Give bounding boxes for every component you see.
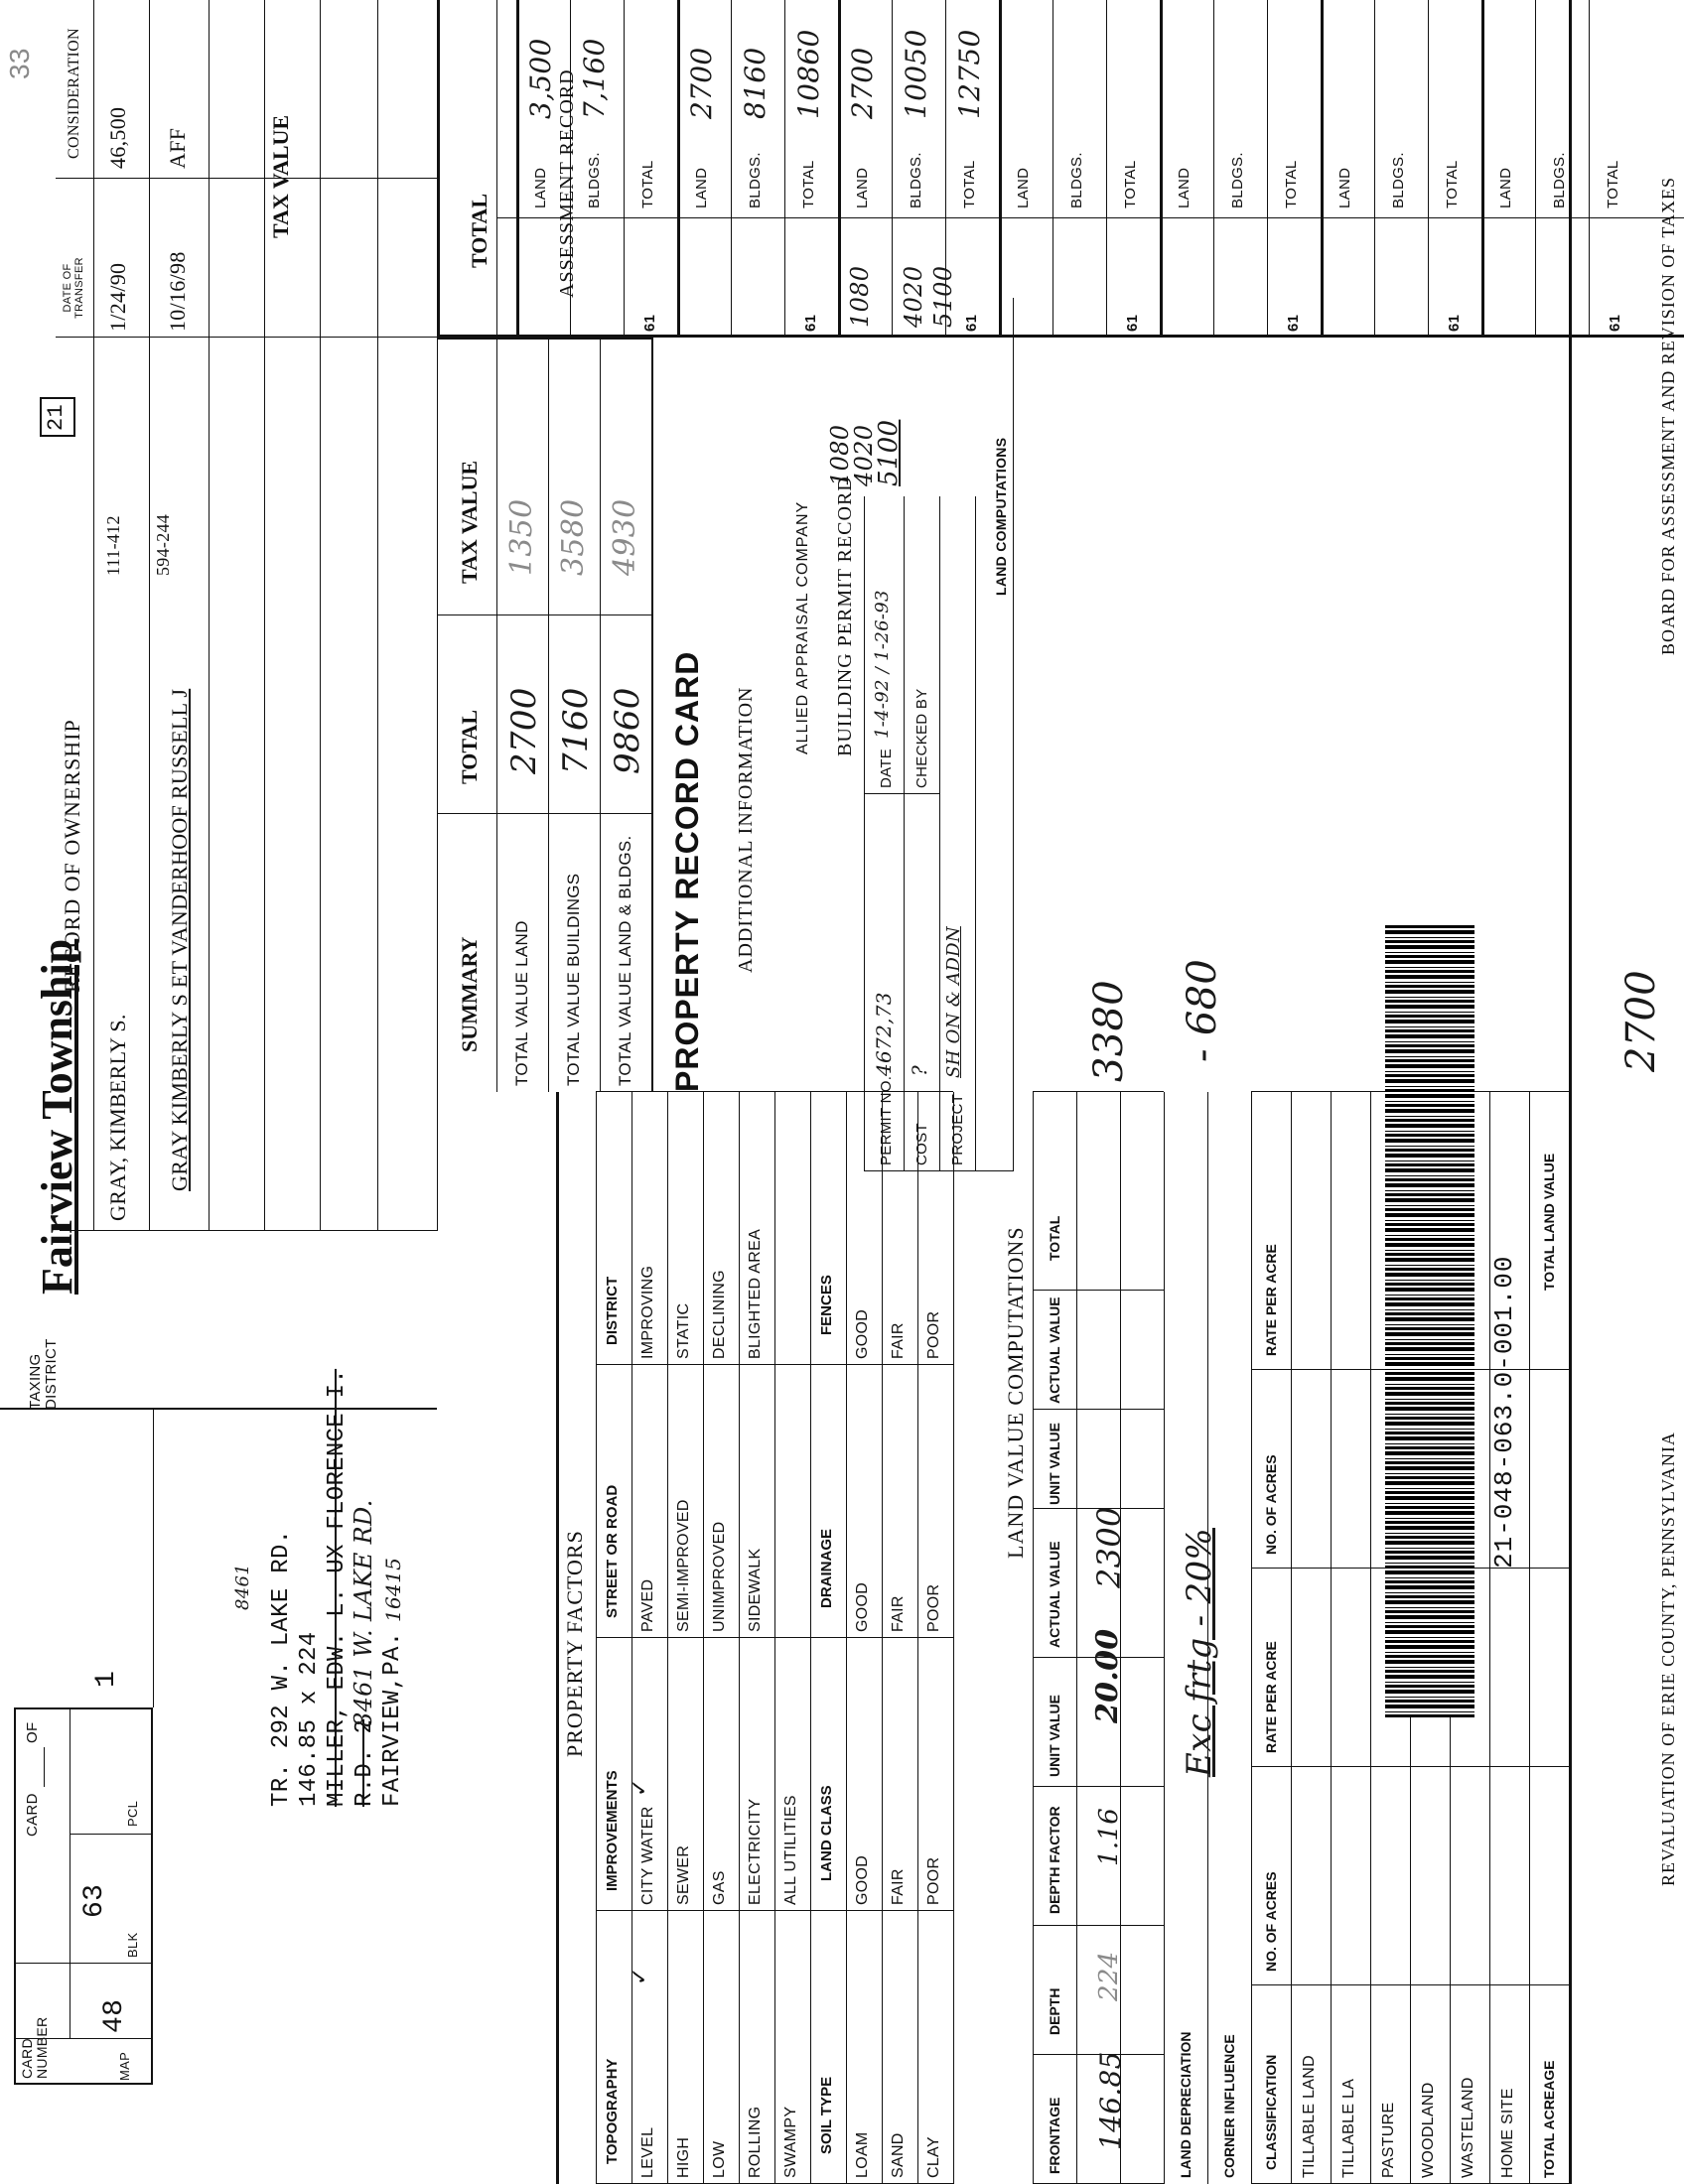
assessment-row-label: TOTAL <box>800 160 817 208</box>
footer-left: REVALUATION OF ERIE COUNTY, PENNSYLVANIA <box>1658 1432 1678 1886</box>
factor-header-1: IMPROVEMENTS <box>604 1770 621 1891</box>
factor-subcell: FAIR <box>890 1595 907 1632</box>
assessment-tax-bldgs: 10050 <box>900 29 932 119</box>
consideration-label: CONSIDERATION <box>66 28 82 159</box>
assessment-row-label: TOTAL <box>1122 160 1139 208</box>
assessment-row-label: TOTAL <box>639 160 656 208</box>
factor-subcell: FAIR <box>890 1322 907 1359</box>
assessment-year-prefix: 61 <box>1124 314 1141 332</box>
factor-subcell: GOOD <box>854 1854 871 1905</box>
factor-cell: LOW <box>711 2140 728 2178</box>
address-line-4-hand: 8461 W. LAKE RD. <box>350 1499 377 1727</box>
summary-row-land-tax: 1350 <box>504 498 539 576</box>
owner-1-name: GRAY, KIMBERLY S. <box>105 1014 130 1221</box>
assessment-tax-bldgs: 8160 <box>739 47 772 119</box>
landvalue-header-6: ACTUAL VALUE <box>1047 1297 1062 1404</box>
permit-no-label: PERMIT NO. <box>878 1075 895 1165</box>
landvalue-header-3: UNIT VALUE <box>1047 1695 1062 1777</box>
parcel-barcode <box>1385 923 1474 1717</box>
summary-row-total-tax: 4930 <box>608 498 642 576</box>
assessment-tax-land: 2700 <box>685 47 718 119</box>
owner-2-book: 594-244 <box>153 513 173 576</box>
class-header-3: NO. OF ACRES <box>1263 1454 1279 1555</box>
factor-header-0: TOPOGRAPHY <box>604 2058 621 2164</box>
house-number-hand: 8461 <box>232 1563 253 1610</box>
land-note: Exc frtg - 20% <box>1180 1528 1219 1777</box>
cost-value: ? <box>908 1064 931 1076</box>
summary-tax-label: TAX VALUE <box>457 460 482 584</box>
land-value-title: LAND VALUE COMPUTATIONS <box>1003 1226 1028 1559</box>
property-record-card-title: PROPERTY RECORD CARD <box>669 650 705 1092</box>
date-of-transfer-label: DATE OF TRANSFER <box>62 257 85 319</box>
project-value: SH ON & ADDN <box>943 926 964 1078</box>
land-adjustment: - 680 <box>1180 958 1225 1062</box>
assessment-row-label: LAND <box>1336 167 1353 208</box>
total-land-value-label: TOTAL LAND VALUE <box>1541 1153 1557 1291</box>
township-name: Fairview Township <box>33 938 81 1295</box>
cost-label: COST <box>913 1123 930 1165</box>
permit-date-value: 1-4-92 / 1-26-93 <box>872 590 893 739</box>
address-line-5: FAIRVIEW,PA. <box>379 1631 406 1807</box>
assessment-tax-total: 10860 <box>792 29 825 119</box>
class-row-label: TILLABLE LAND <box>1301 2055 1318 2178</box>
summary-row-bldgs-tax: 3580 <box>556 498 591 576</box>
map-label: MAP <box>117 2051 132 2081</box>
total-land-value: 2700 <box>1618 970 1664 1072</box>
factor-cell: PAVED <box>639 1578 656 1632</box>
address-line-3: MILLER, EDW. L. UX FLORENCE I. <box>324 1368 351 1807</box>
class-header-2: RATE PER ACRE <box>1263 1641 1279 1753</box>
assessment-year-prefix: 61 <box>1285 314 1302 332</box>
assessment-tax-total: 12750 <box>953 29 986 119</box>
blk-value: 63 <box>79 1883 110 1918</box>
assessment-row-label: LAND <box>1497 167 1514 208</box>
assessment-total: 5100 <box>929 265 957 328</box>
assessment-row-label: LAND <box>1015 167 1032 208</box>
card-label: CARD <box>24 1793 41 1837</box>
factor-subheader-0: SOIL TYPE <box>818 2076 835 2154</box>
assessment-row-label: LAND <box>1176 167 1193 208</box>
pcl-value: 1 <box>91 1670 122 1688</box>
corner-influence-label: CORNER INFLUENCE <box>1221 2034 1237 2178</box>
additional-entry-2: 4020 <box>850 424 878 486</box>
owner-1-date: 1/24/90 <box>105 262 130 332</box>
address-zip-hand: 16415 <box>381 1557 405 1622</box>
factor-cell: SEWER <box>675 1844 692 1905</box>
landvalue-header-2: DEPTH FACTOR <box>1047 1806 1062 1914</box>
assessment-year-prefix: 61 <box>963 314 980 332</box>
factor-subheader-3: FENCES <box>818 1275 835 1335</box>
class-header-4: RATE PER ACRE <box>1263 1244 1279 1356</box>
appraisal-company: ALLIED APPRAISAL COMPANY <box>794 500 811 754</box>
footer-right: BOARD FOR ASSESSMENT AND REVISION OF TAXES <box>1658 177 1678 655</box>
factor-cell: SIDEWALK <box>747 1548 764 1632</box>
assessment-row-label: LAND <box>532 167 549 208</box>
landvalue-header-0: FRONTAGE <box>1047 2097 1062 2174</box>
factor-header-3: DISTRICT <box>604 1276 621 1345</box>
assessment-row-label: LAND <box>854 167 871 208</box>
address-line-1: TR. 292 W. LAKE RD. <box>268 1529 295 1807</box>
project-label: PROJECT <box>949 1093 966 1165</box>
landvalue-header-4: ACTUAL VALUE <box>1047 1541 1062 1648</box>
class-header-0: CLASSIFICATION <box>1263 2054 1279 2170</box>
factor-subcell: GOOD <box>854 1308 871 1359</box>
class-header-1: NO. OF ACRES <box>1263 1871 1279 1972</box>
factor-subcell: LOAM <box>854 2131 871 2178</box>
map-value: 48 <box>99 1998 130 2033</box>
factor-cell: LEVEL <box>639 2126 656 2178</box>
ownership-section <box>0 0 437 1410</box>
assessment-row-label: TOTAL <box>1605 160 1621 208</box>
assessment-title: ASSESSMENT RECORD <box>556 68 578 298</box>
summary-row-bldgs-total: 7160 <box>556 687 596 774</box>
assessment-row-label: LAND <box>693 167 710 208</box>
factor-cell: STATIC <box>675 1302 692 1359</box>
page-mark: 33 <box>4 48 35 79</box>
summary-row-land-label: TOTAL VALUE LAND <box>512 920 531 1086</box>
factor-cell: BLIGHTED AREA <box>747 1228 764 1359</box>
class-row-label: PASTURE <box>1380 2102 1397 2178</box>
card-number-label: CARD NUMBER <box>19 2016 50 2079</box>
assessment-row-label: BLDGS. <box>908 152 924 208</box>
factor-cell: GAS <box>711 1870 728 1905</box>
factor-subcell: FAIR <box>890 1868 907 1905</box>
checked-by-label: CHECKED BY <box>913 688 930 788</box>
actual-value-value: 2300 <box>1090 1506 1128 1588</box>
factor-subcell: SAND <box>890 2132 907 2178</box>
assessment-tax-land: 3,500 <box>524 38 557 119</box>
summary-row-total-label: TOTAL VALUE LAND & BLDGS. <box>616 835 634 1086</box>
factor-subcell: POOR <box>925 1310 942 1359</box>
pcl-label: PCL <box>125 1800 140 1827</box>
unit-value-value: 20.00 <box>1090 1628 1125 1723</box>
address-line-4: R.D. 2 <box>351 1718 378 1807</box>
blk-label: BLK <box>125 1932 140 1958</box>
owner-1-book: 111-412 <box>103 515 123 576</box>
factor-cell: CITY WATER <box>639 1806 656 1905</box>
factor-cell: HIGH <box>675 2136 692 2178</box>
barcode-number: 21-048-063.0-001.00 <box>1489 1255 1519 1569</box>
owner-2-date: 10/16/98 <box>165 251 190 332</box>
owner-2-consideration: AFF <box>165 127 190 169</box>
additional-info-title: ADDITIONAL INFORMATION <box>735 686 757 973</box>
property-factors-title: PROPERTY FACTORS <box>562 1530 587 1757</box>
of-label: OF <box>24 1721 41 1743</box>
summary-row-land-total: 2700 <box>504 687 544 774</box>
class-row-label: TILLABLE LA <box>1340 2078 1357 2178</box>
paved-check-icon: ✓ <box>628 1778 652 1797</box>
land-computations-title: LAND COMPUTATIONS <box>993 437 1009 596</box>
summary-row-total-total: 9860 <box>608 687 647 774</box>
depth-value: 224 <box>1094 1951 1124 2001</box>
assessment-year-prefix: 61 <box>1446 314 1463 332</box>
assessment-total-label: TOTAL <box>467 194 491 268</box>
owner-1-consideration: 46,500 <box>105 106 130 169</box>
depth-factor-value: 1.16 <box>1094 1807 1124 1866</box>
ownership-title: RECORD OF OWNERSHIP <box>60 719 84 993</box>
assessment-row-label: BLDGS. <box>1390 152 1407 208</box>
summary-row-bldgs-label: TOTAL VALUE BUILDINGS <box>564 873 583 1086</box>
assessment-year-prefix: 61 <box>641 314 658 332</box>
factor-cell: IMPROVING <box>639 1265 656 1359</box>
level-check-icon: ✓ <box>628 1967 652 1985</box>
assessment-land: 1080 <box>846 265 874 328</box>
land-depreciation-label: LAND DEPRECIATION <box>1178 2031 1193 2178</box>
factor-header-2: STREET OR ROAD <box>604 1484 621 1618</box>
assessment-year-prefix: 61 <box>1607 314 1623 332</box>
summary-title: SUMMARY <box>457 936 482 1052</box>
assessment-tax-bldgs: 7,160 <box>578 38 611 119</box>
factor-cell: ELECTRICITY <box>747 1798 764 1905</box>
property-record-card: CARD NUMBER MAP 48 BLK 63 PCL CARD OF 1 TAXING DISTRICT Fairview Township 21 33 8461 TR. 292 W. LAKE RD. 146.85 x 224 MILLER, EDW. L. UX FLORENCE I. R.D. 2 8461 W. LAKE RD. FAIRVIEW,PA. 16415 RECORD OF OWNERSHIP DATE OF TRANSFER CONSIDERATION GRAY, KIMBERLY S. 111-412 1/24/90 46,500 GRAY KIMBERLY S ET VANDERHOOF RUSSELL J 594-244 10/16/98 AFF SUMMARY TOTAL TAX VALUE TOTAL VALUE LAND 2700 1350 TOTAL VALUE BUILDINGS 7160 3580 TOTAL VALUE LAND & BLDGS. 9860 4930 PROPERTY RECORD CARD ADDITIONAL INFORMATION ALLIED APPRAISAL COMPANY 1080 4020 5100 BUILDING PERMIT RECORD PERMIT NO. 4672,73 COST ? PROJECT SH ON & ADDN DATE 1-4-92 / 1-26-93 CHECKED BY LAND COMPUTATIONS ASSESSMENT RECORD TOTAL TAX VALUE LAND BLDGS. TOTAL 61 3,500 7,160 LAND BLDGS. TOTAL 61 2700 8160 10860 LAND BLDGS. TOTAL 61 2700 10050 12750 1080 4020 5100 LAND BLDGS. TOTAL 61 LAND BLDGS. TOTAL 61 LAND BLDGS. TOTAL 61 LAND BLDGS. TOTAL 61 PROPERTY FACTORS TOPOGRAPHY IMPROVEMENTS STREET OR ROAD DISTRICT LEVEL CITY WATER PAVED IMPROVING HIGH SEWER SEMI-IMPROVED STATIC LOW GAS UNIMPROVED DECLINING ROLLING ELECTRICITY SIDEWALK BLIGHTED AREA SWAMPY ALL UTILITIES SOIL TYPE LAND CLASS DRAINAGE FENCES LOAM GOOD GOOD GOOD SAND FAIR FAIR FAIR CLAY POOR POOR POOR ✓ ✓ LAND VALUE COMPUTATIONS FRONTAGE DEPTH DEPTH FACTOR UNIT VALUE ACTUAL VALUE UNIT VALUE ACTUAL VALUE TOTAL LAND DEPRECIATION CORNER INFLUENCE CLASSIFICATION NO. OF ACRES RATE PER ACRE NO. OF ACRES RATE PER ACRE TILLABLE LAND TILLABLE LA PASTURE WOODLAND WASTELAND HOME SITE TOTAL ACREAGE TOTAL LAND VALUE 146.85 224 1.16 20.00 2300 3380 Exc frtg - 20% - 680 2700 21-048-063.0-001.00 REVALUATION OF ERIE COUNTY, PENNSYLVANIA BOARD FOR ASSESSMENT AND REVISION OF TAXES <box>0 0 1684 2184</box>
factor-cell: UNIMPROVED <box>711 1521 728 1632</box>
land-total-value: 3380 <box>1086 980 1132 1082</box>
assessment-bldgs: 4020 <box>900 265 927 328</box>
class-row-label: WASTELAND <box>1460 2077 1476 2178</box>
assessment-year-prefix: 61 <box>802 314 819 332</box>
taxing-district-label: TAXING DISTRICT <box>27 1338 60 1410</box>
assessment-tax-land: 2700 <box>846 47 879 119</box>
permit-date-label: DATE <box>878 748 895 788</box>
landvalue-header-1: DEPTH <box>1047 1987 1062 2035</box>
class-row-label: WOODLAND <box>1420 2082 1437 2178</box>
factor-cell: ALL UTILITIES <box>782 1795 799 1905</box>
assessment-row-label: BLDGS. <box>1068 152 1085 208</box>
factor-subcell: POOR <box>925 1583 942 1632</box>
address-line-2: 146.85 x 224 <box>296 1631 323 1807</box>
assessment-row-label: TOTAL <box>961 160 978 208</box>
total-acreage-label: TOTAL ACREAGE <box>1541 2060 1557 2178</box>
landvalue-header-5: UNIT VALUE <box>1047 1423 1062 1505</box>
permit-no-value: 4672,73 <box>872 992 896 1076</box>
frontage-value: 146.85 <box>1094 2051 1127 2150</box>
assessment-row-label: BLDGS. <box>586 152 603 208</box>
factor-cell: ROLLING <box>747 2106 764 2178</box>
assessment-tax-label: TAX VALUE <box>268 114 293 238</box>
factor-subheader-2: DRAINAGE <box>818 1528 835 1608</box>
assessment-row-label: BLDGS. <box>747 152 764 208</box>
factor-cell: SEMI-IMPROVED <box>675 1499 692 1632</box>
landvalue-header-7: TOTAL <box>1047 1215 1062 1261</box>
assessment-row-label: BLDGS. <box>1229 152 1246 208</box>
assessment-row-label: TOTAL <box>1283 160 1300 208</box>
factor-subcell: POOR <box>925 1856 942 1905</box>
factor-cell: SWAMPY <box>782 2106 799 2178</box>
summary-total-label: TOTAL <box>457 710 482 784</box>
factor-subcell: CLAY <box>925 2136 942 2178</box>
factor-subcell: GOOD <box>854 1581 871 1632</box>
additional-entry-1: 1080 <box>826 424 854 486</box>
class-row-label: HOME SITE <box>1499 2088 1516 2178</box>
factor-cell: DECLINING <box>711 1270 728 1359</box>
factor-subheader-1: LAND CLASS <box>818 1785 835 1881</box>
building-permit-title: BUILDING PERMIT RECORD <box>834 476 856 756</box>
additional-entry-3: 5100 <box>874 419 904 486</box>
assessment-row-label: TOTAL <box>1444 160 1461 208</box>
assessment-row-label: BLDGS. <box>1551 152 1568 208</box>
owner-2-name: GRAY KIMBERLY S ET VANDERHOOF RUSSELL J <box>167 688 192 1191</box>
